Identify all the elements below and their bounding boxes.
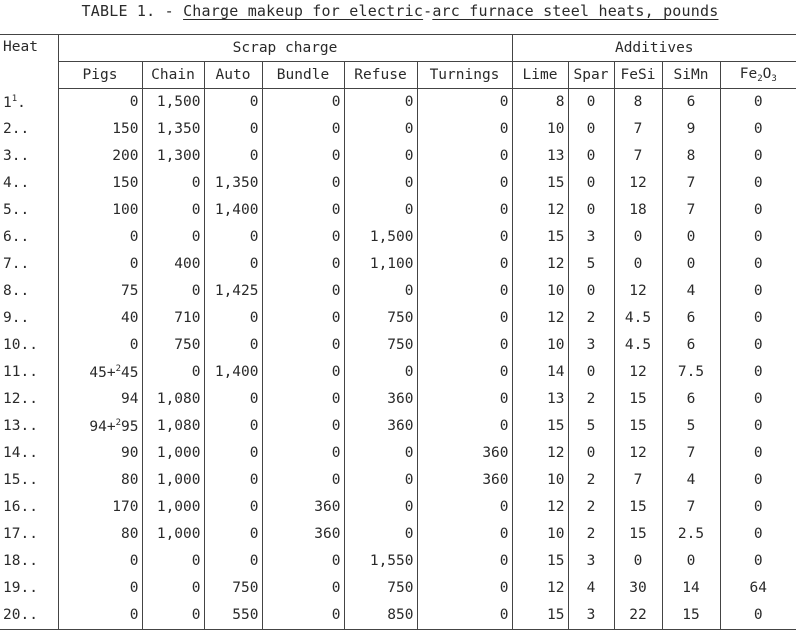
col-header-auto: Auto [204, 62, 262, 89]
heat-cell: 7.. [0, 251, 58, 278]
cell-bundle: 0 [262, 170, 344, 197]
cell-spar: 0 [568, 89, 614, 117]
cell-turnings: 0 [417, 548, 512, 575]
cell-refuse: 750 [344, 305, 417, 332]
cell-turnings: 360 [417, 467, 512, 494]
cell-auto: 750 [204, 575, 262, 602]
cell-bundle: 0 [262, 224, 344, 251]
cell-turnings: 0 [417, 170, 512, 197]
cell-auto: 0 [204, 89, 262, 117]
title-prefix: TABLE 1. - [81, 2, 184, 20]
cell-fesi: 7 [614, 143, 662, 170]
table-row [0, 305, 796, 332]
cell-chain: 1,000 [142, 467, 204, 494]
cell-pigs: 0 [58, 224, 142, 251]
cell-pigs: 0 [58, 602, 142, 630]
cell-pigs: 100 [58, 197, 142, 224]
cell-auto: 1,400 [204, 197, 262, 224]
cell-pigs: 45+$^2$45 [58, 359, 142, 386]
cell-fesi: 0 [614, 224, 662, 251]
cell-pigs: 0 [58, 332, 142, 359]
table-row [0, 548, 796, 575]
cell-pigs: 200 [58, 143, 142, 170]
cell-lime: 12 [512, 251, 568, 278]
cell-lime: 10 [512, 116, 568, 143]
cell-bundle: 0 [262, 278, 344, 305]
cell-auto: 0 [204, 251, 262, 278]
cell-fesi: 12 [614, 278, 662, 305]
cell-refuse: 850 [344, 602, 417, 630]
cell-pigs: 0 [58, 575, 142, 602]
cell-fe2o3: 0 [753, 553, 763, 570]
cell-fesi: 0 [614, 548, 662, 575]
cell-fe2o3: 0 [753, 148, 763, 165]
cell-fesi: 22 [614, 602, 662, 630]
cell-chain: 0 [142, 575, 204, 602]
cell-refuse: 0 [344, 521, 417, 548]
heat-cell: 4.. [0, 170, 58, 197]
table-title [0, 2, 800, 20]
cell-simn: 4 [662, 467, 720, 494]
cell-chain: 750 [142, 332, 204, 359]
table-row [0, 278, 796, 305]
cell-bundle: 0 [262, 197, 344, 224]
col-header-chain: Chain [142, 62, 204, 89]
cell-chain: 1,000 [142, 440, 204, 467]
cell-bundle: 0 [262, 413, 344, 440]
footnote-marker: 2 [115, 417, 122, 428]
cell-spar: 0 [568, 440, 614, 467]
cell-pigs: 80 [58, 521, 142, 548]
table-body [0, 89, 796, 630]
heat-cell: 9.. [0, 305, 58, 332]
col-header-spar: Spar [568, 62, 614, 89]
cell-simn: 5 [662, 413, 720, 440]
cell-fesi: 18 [614, 197, 662, 224]
cell-lime: 13 [512, 143, 568, 170]
cell-spar: 0 [568, 143, 614, 170]
cell-fe2o3: 0 [753, 472, 763, 489]
title-underlined-part-1: Charge makeup for electric [183, 2, 424, 20]
cell-simn: 0 [662, 224, 720, 251]
cell-lime: 14 [512, 359, 568, 386]
cell-bundle: 0 [262, 332, 344, 359]
table-row [0, 575, 796, 602]
cell-pigs: 150 [58, 170, 142, 197]
cell-lime: 10 [512, 467, 568, 494]
cell-lime: 8 [512, 89, 568, 117]
cell-lime: 12 [512, 305, 568, 332]
cell-pigs: 150 [58, 116, 142, 143]
cell-bundle: 0 [262, 143, 344, 170]
cell-fe2o3: 0 [753, 337, 763, 354]
heat-cell: 20.. [0, 602, 58, 630]
title-underlined-part-2: arc furnace steel heats, pounds [432, 2, 719, 20]
cell-simn: 15 [662, 602, 720, 630]
cell-bundle: 0 [262, 89, 344, 117]
cell-chain: 710 [142, 305, 204, 332]
cell-bundle: 0 [262, 575, 344, 602]
cell-chain: 0 [142, 197, 204, 224]
heat-cell: 19.. [0, 575, 58, 602]
cell-simn: 7 [662, 440, 720, 467]
cell-lime: 12 [512, 575, 568, 602]
cell-turnings: 0 [417, 197, 512, 224]
cell-chain: 1,300 [142, 143, 204, 170]
cell-fesi: 7 [614, 467, 662, 494]
table-row [0, 521, 796, 548]
cell-pigs: 40 [58, 305, 142, 332]
cell-spar: 5 [568, 251, 614, 278]
table-row [0, 116, 796, 143]
cell-auto: 0 [204, 521, 262, 548]
cell-turnings: 0 [417, 251, 512, 278]
cell-chain: 0 [142, 548, 204, 575]
cell-fesi: 12 [614, 440, 662, 467]
table-row [0, 197, 796, 224]
cell-pigs: 0 [58, 89, 142, 117]
cell-spar: 5 [568, 413, 614, 440]
cell-bundle: 0 [262, 602, 344, 630]
footnote-marker: 2 [115, 363, 122, 374]
cell-turnings: 0 [417, 602, 512, 630]
cell-turnings: 0 [417, 575, 512, 602]
cell-bundle: 0 [262, 386, 344, 413]
cell-refuse: 360 [344, 386, 417, 413]
cell-auto: 0 [204, 224, 262, 251]
cell-pigs: 80 [58, 467, 142, 494]
cell-bundle: 0 [262, 548, 344, 575]
cell-chain: 400 [142, 251, 204, 278]
cell-pigs: 90 [58, 440, 142, 467]
cell-fesi: 4.5 [614, 332, 662, 359]
cell-pigs: 75 [58, 278, 142, 305]
cell-chain: 0 [142, 224, 204, 251]
cell-fe2o3: 64 [749, 580, 767, 597]
cell-spar: 2 [568, 467, 614, 494]
cell-turnings: 0 [417, 359, 512, 386]
cell-chain: 0 [142, 602, 204, 630]
cell-turnings: 0 [417, 116, 512, 143]
cell-fe2o3: 0 [753, 175, 763, 192]
heat-cell: $1^1$. [0, 89, 58, 117]
cell-refuse: 360 [344, 413, 417, 440]
cell-lime: 15 [512, 548, 568, 575]
cell-pigs: 170 [58, 494, 142, 521]
cell-fesi: 15 [614, 413, 662, 440]
cell-spar: 0 [568, 170, 614, 197]
cell-spar: 3 [568, 224, 614, 251]
cell-spar: 2 [568, 521, 614, 548]
heat-cell: 15.. [0, 467, 58, 494]
cell-auto: 0 [204, 332, 262, 359]
cell-simn: 2.5 [662, 521, 720, 548]
cell-refuse: 0 [344, 143, 417, 170]
col-header-simn: SiMn [662, 62, 720, 89]
cell-simn: 6 [662, 89, 720, 117]
cell-spar: 2 [568, 305, 614, 332]
cell-chain: 1,080 [142, 413, 204, 440]
cell-refuse: 750 [344, 332, 417, 359]
cell-auto: 1,425 [204, 278, 262, 305]
cell-turnings: 0 [417, 413, 512, 440]
heat-cell: 17.. [0, 521, 58, 548]
cell-fesi: 0 [614, 251, 662, 278]
cell-auto: 0 [204, 467, 262, 494]
cell-pigs: 0 [58, 548, 142, 575]
scrap-charge-header: Scrap charge [58, 35, 512, 62]
cell-refuse: 0 [344, 170, 417, 197]
cell-auto: 0 [204, 413, 262, 440]
cell-refuse: 0 [344, 278, 417, 305]
cell-refuse: 750 [344, 575, 417, 602]
cell-simn: 6 [662, 386, 720, 413]
cell-auto: 1,350 [204, 170, 262, 197]
table-row [0, 170, 796, 197]
cell-refuse: 0 [344, 89, 417, 117]
cell-simn: 0 [662, 251, 720, 278]
cell-chain: 0 [142, 170, 204, 197]
heat-cell: 3.. [0, 143, 58, 170]
cell-fe2o3: 0 [753, 310, 763, 327]
cell-turnings: 0 [417, 278, 512, 305]
additives-header: Additives [512, 35, 796, 62]
cell-simn: 0 [662, 548, 720, 575]
heat-cell: 12.. [0, 386, 58, 413]
cell-refuse: 1,100 [344, 251, 417, 278]
cell-bundle: 0 [262, 251, 344, 278]
table-row [0, 440, 796, 467]
table-row [0, 332, 796, 359]
cell-auto: 0 [204, 494, 262, 521]
cell-bundle: 0 [262, 359, 344, 386]
col-header-fesi: FeSi [614, 62, 662, 89]
cell-pigs: 94+$^2$95 [58, 413, 142, 440]
cell-pigs: 94 [58, 386, 142, 413]
cell-fe2o3: 0 [753, 526, 763, 543]
cell-simn: 7 [662, 197, 720, 224]
table-row [0, 251, 796, 278]
cell-chain: 1,000 [142, 494, 204, 521]
col-header-pigs: Pigs [58, 62, 142, 89]
cell-spar: 3 [568, 602, 614, 630]
cell-simn: 6 [662, 305, 720, 332]
cell-lime: 15 [512, 170, 568, 197]
cell-lime: 10 [512, 332, 568, 359]
table-row [0, 224, 796, 251]
cell-spar: 4 [568, 575, 614, 602]
cell-refuse: 1,550 [344, 548, 417, 575]
cell-fe2o3: 0 [753, 283, 763, 300]
cell-fesi: 15 [614, 521, 662, 548]
cell-refuse: 0 [344, 440, 417, 467]
cell-simn: 4 [662, 278, 720, 305]
cell-refuse: 0 [344, 467, 417, 494]
cell-bundle: 360 [262, 521, 344, 548]
cell-fe2o3: 0 [753, 256, 763, 273]
cell-fesi: 15 [614, 494, 662, 521]
cell-simn: 7.5 [662, 359, 720, 386]
cell-refuse: 0 [344, 116, 417, 143]
cell-fesi: 8 [614, 89, 662, 117]
cell-turnings: 0 [417, 332, 512, 359]
cell-auto: 0 [204, 548, 262, 575]
cell-auto: 0 [204, 440, 262, 467]
cell-fe2o3: 0 [753, 445, 763, 462]
cell-spar: 0 [568, 278, 614, 305]
col-header-lime: Lime [512, 62, 568, 89]
cell-turnings: 0 [417, 224, 512, 251]
cell-simn: 7 [662, 170, 720, 197]
cell-simn: 9 [662, 116, 720, 143]
cell-bundle: 0 [262, 305, 344, 332]
cell-simn: 8 [662, 143, 720, 170]
cell-fesi: 4.5 [614, 305, 662, 332]
cell-bundle: 0 [262, 116, 344, 143]
cell-refuse: 0 [344, 359, 417, 386]
title-hyphen: - [423, 2, 433, 20]
cell-refuse: 1,500 [344, 224, 417, 251]
cell-fe2o3: 0 [720, 602, 796, 630]
cell-spar: 2 [568, 386, 614, 413]
cell-auto: 1,400 [204, 359, 262, 386]
cell-turnings: 0 [417, 494, 512, 521]
cell-lime: 13 [512, 386, 568, 413]
table-row [0, 359, 796, 386]
cell-fesi: 15 [614, 386, 662, 413]
cell-simn: 14 [662, 575, 720, 602]
cell-bundle: 0 [262, 440, 344, 467]
cell-fesi: 12 [614, 170, 662, 197]
heat-cell: 10.. [0, 332, 58, 359]
cell-spar: 0 [568, 116, 614, 143]
table-row [0, 602, 796, 630]
cell-auto: 550 [204, 602, 262, 630]
cell-auto: 0 [204, 116, 262, 143]
cell-lime: 12 [512, 494, 568, 521]
table-row [0, 89, 796, 117]
table-row [0, 386, 796, 413]
table-row [0, 413, 796, 440]
cell-chain: 0 [142, 359, 204, 386]
cell-lime: 10 [512, 521, 568, 548]
cell-turnings: 0 [417, 89, 512, 117]
charge-makeup-table [0, 34, 796, 630]
cell-turnings: 360 [417, 440, 512, 467]
cell-lime: 10 [512, 278, 568, 305]
cell-fe2o3: 0 [753, 202, 763, 219]
footnote-marker: 1 [11, 93, 18, 104]
heat-cell: 11.. [0, 359, 58, 386]
cell-spar: 2 [568, 494, 614, 521]
cell-fe2o3: 0 [753, 121, 763, 138]
cell-chain: 1,350 [142, 116, 204, 143]
cell-turnings: 0 [417, 305, 512, 332]
cell-spar: 0 [568, 359, 614, 386]
heat-cell: 8.. [0, 278, 58, 305]
table-row [0, 143, 796, 170]
heat-cell: 14.. [0, 440, 58, 467]
cell-refuse: 0 [344, 494, 417, 521]
cell-chain: 1,000 [142, 521, 204, 548]
cell-spar: 0 [568, 197, 614, 224]
cell-chain: 1,500 [142, 89, 204, 117]
cell-simn: 7 [662, 494, 720, 521]
col-header-bundle: Bundle [262, 62, 344, 89]
cell-turnings: 0 [417, 386, 512, 413]
heat-header: Heat [0, 35, 58, 89]
cell-fe2o3: 0 [753, 364, 763, 381]
cell-lime: 15 [512, 224, 568, 251]
col-header-turnings: Turnings [417, 62, 512, 89]
cell-auto: 0 [204, 386, 262, 413]
cell-auto: 0 [204, 305, 262, 332]
cell-fe2o3: 0 [753, 229, 763, 246]
heat-cell: 2.. [0, 116, 58, 143]
heat-cell: 6.. [0, 224, 58, 251]
cell-fesi: 12 [614, 359, 662, 386]
col-header-fe2o3: $Fe_2O_3$ [720, 62, 796, 89]
cell-fesi: 30 [614, 575, 662, 602]
cell-spar: 3 [568, 332, 614, 359]
cell-fe2o3: 0 [753, 499, 763, 516]
cell-lime: 12 [512, 197, 568, 224]
table-row [0, 467, 796, 494]
cell-lime: 15 [512, 413, 568, 440]
cell-fesi: 7 [614, 116, 662, 143]
table-row [0, 494, 796, 521]
cell-lime: 15 [512, 602, 568, 630]
cell-auto: 0 [204, 143, 262, 170]
cell-fe2o3: 0 [753, 418, 763, 435]
cell-pigs: 0 [58, 251, 142, 278]
cell-spar: 3 [568, 548, 614, 575]
cell-turnings: 0 [417, 521, 512, 548]
cell-chain: 0 [142, 278, 204, 305]
cell-bundle: 0 [262, 467, 344, 494]
cell-lime: 12 [512, 440, 568, 467]
cell-chain: 1,080 [142, 386, 204, 413]
cell-simn: 6 [662, 332, 720, 359]
heat-cell: 5.. [0, 197, 58, 224]
heat-cell: 13.. [0, 413, 58, 440]
cell-refuse: 0 [344, 197, 417, 224]
col-header-refuse: Refuse [344, 62, 417, 89]
cell-fe2o3: 0 [753, 391, 763, 408]
cell-bundle: 360 [262, 494, 344, 521]
cell-fe2o3: 0 [753, 94, 763, 111]
cell-turnings: 0 [417, 143, 512, 170]
heat-cell: 18.. [0, 548, 58, 575]
heat-cell: 16.. [0, 494, 58, 521]
